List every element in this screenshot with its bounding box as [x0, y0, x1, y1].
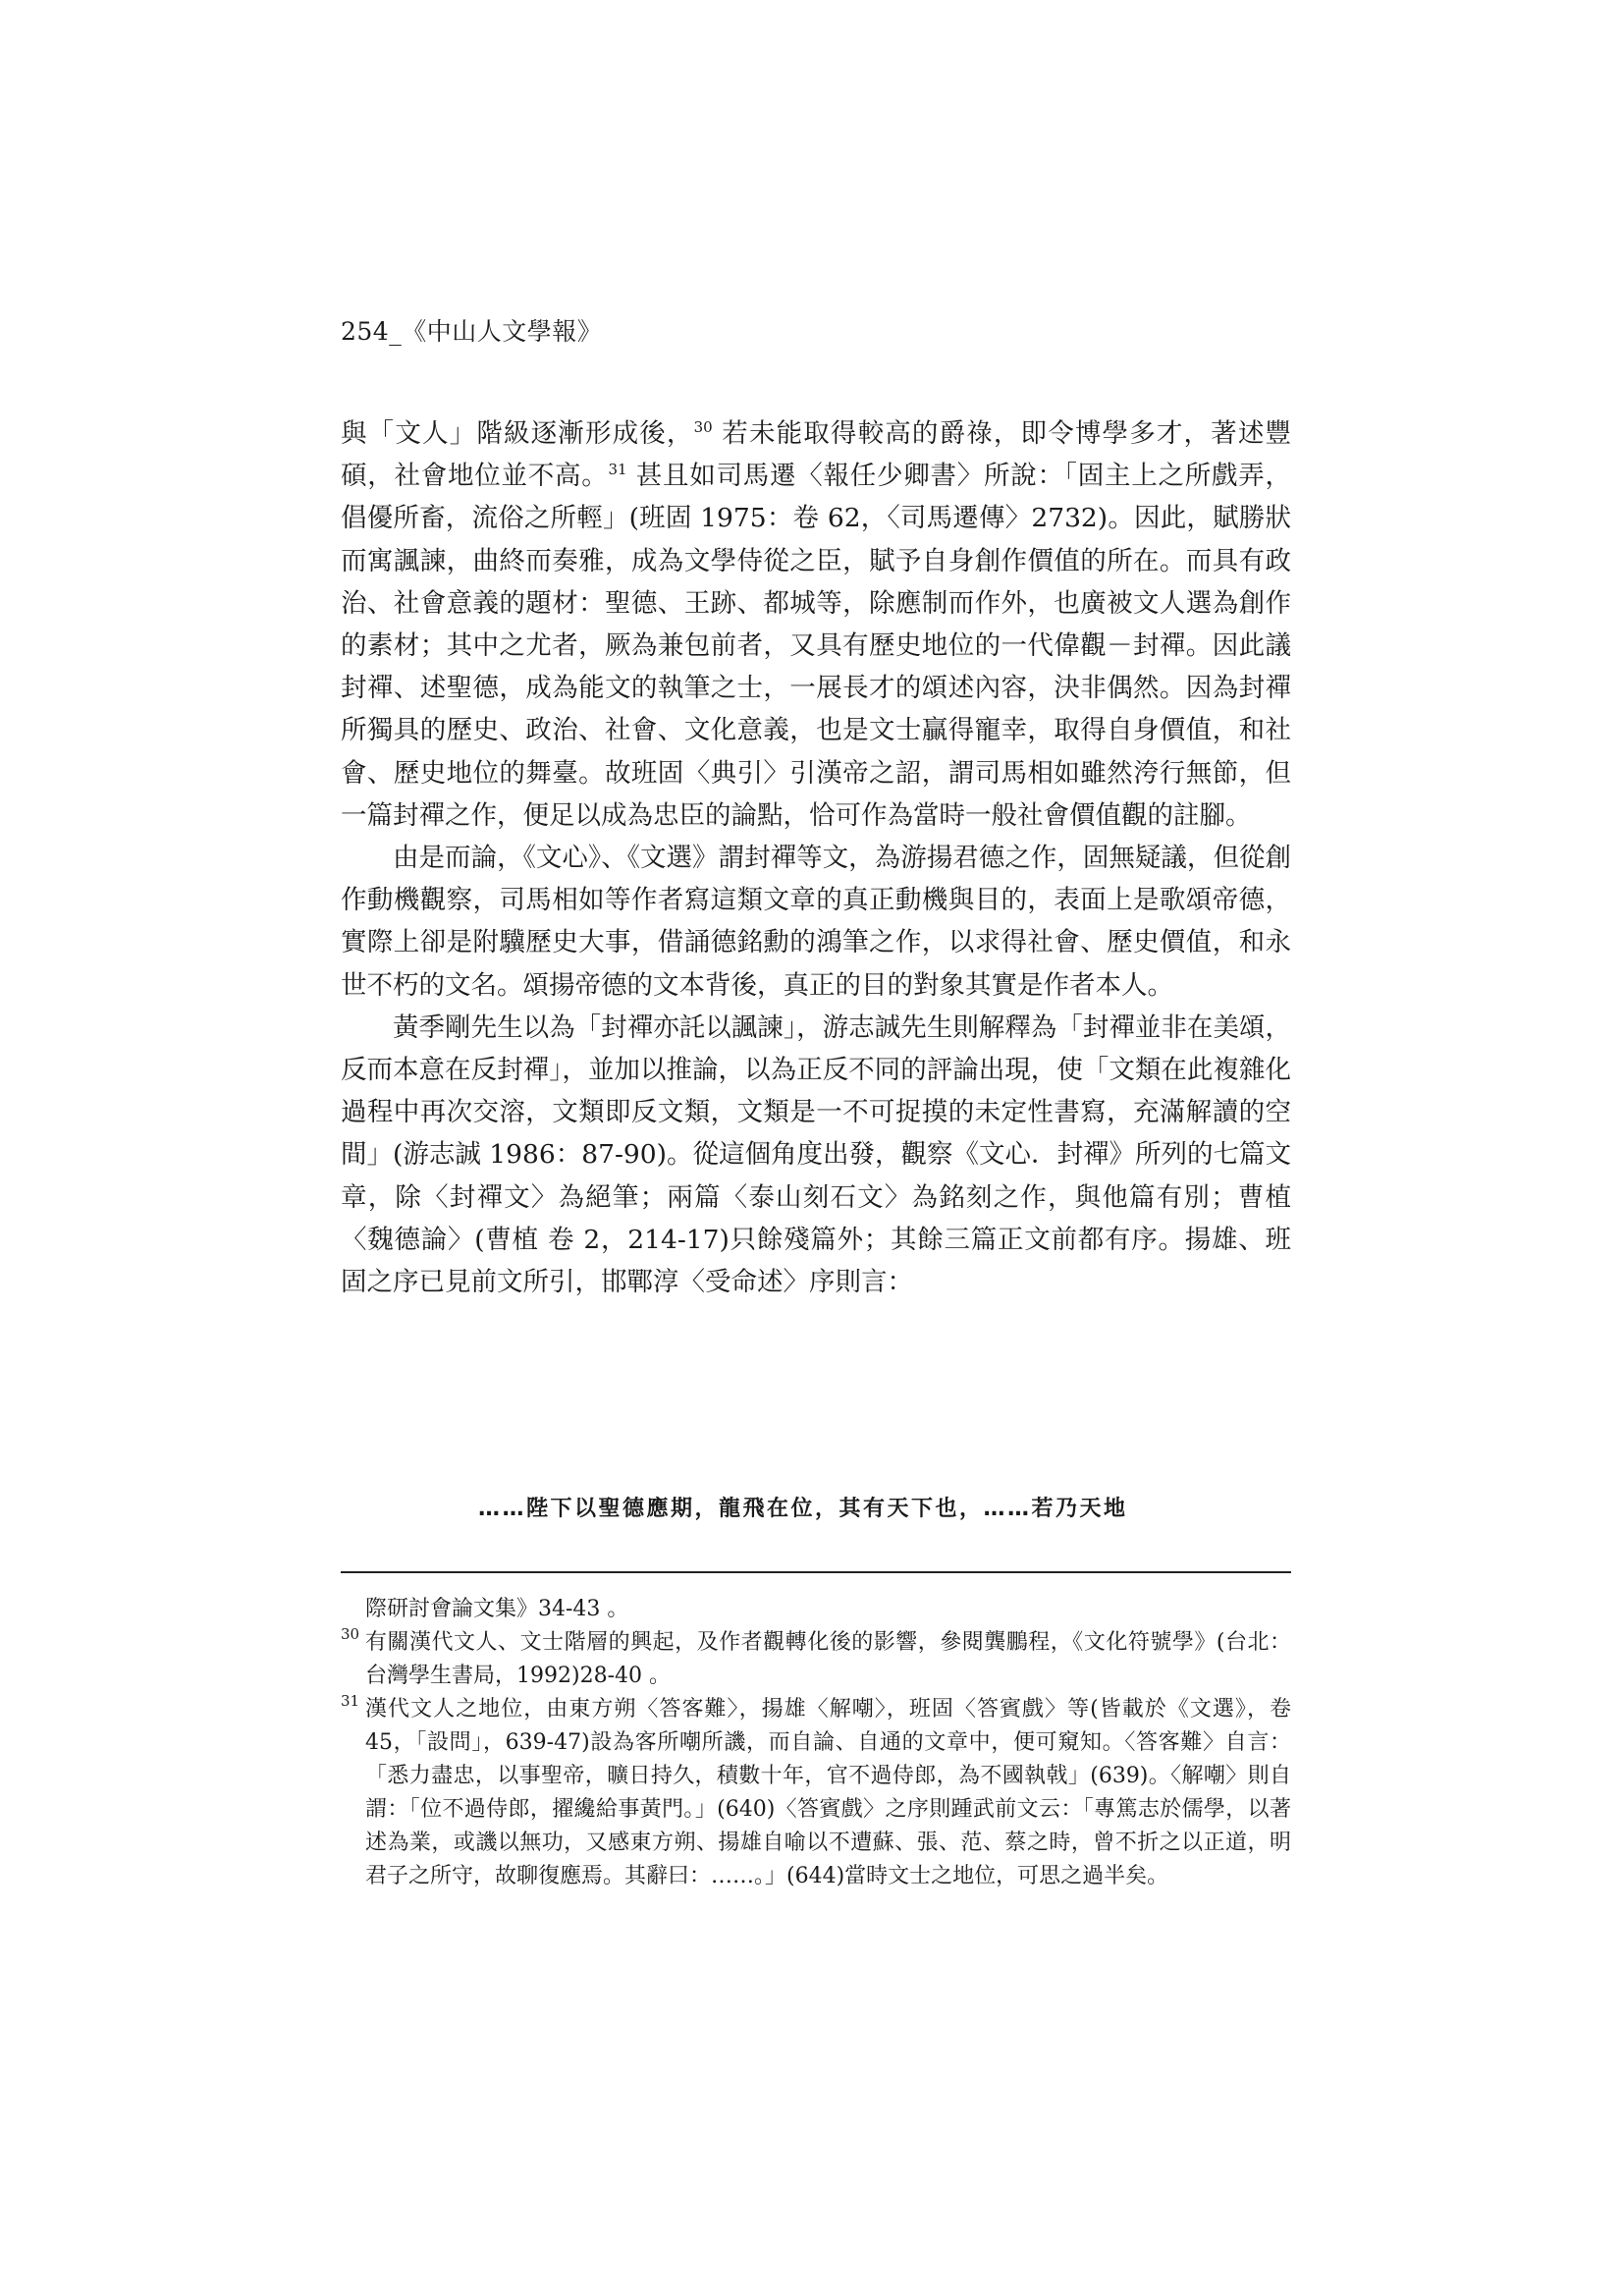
footnote-30	[341, 1626, 1291, 1693]
footnote-31	[341, 1693, 1291, 1893]
paragraph-1-part-b: 若未能取得較高的爵祿，即令博學多才，著述豐碩，社會地位並不高。	[341, 418, 1291, 492]
footnote-continuation: 際研討會論文集》34-43 。	[365, 1597, 629, 1621]
footnote-number-31: 31	[341, 1692, 360, 1710]
footnote-text-30: 有關漢代文人、文士階層的興起，及作者觀轉化後的影響，參閱龔鵬程，《文化符號學》(台北：台灣學生書局，1992)28-40 。	[365, 1630, 1291, 1688]
main-body-text	[341, 412, 1291, 1303]
paragraph-1	[341, 412, 1291, 837]
footnote-number-30: 30	[341, 1625, 360, 1643]
paragraph-1-part-c: 甚且如司馬遷〈報任少卿書〉所說：「固主上之所戲弄，倡優所畜，流俗之所輕」(班固 1975：卷 62，〈司馬遷傳〉2732)。因此，賦勝狀而寓諷諫，曲終而奏雅，成為文學侍從之臣，賦予自身創作價值的所在。而具有政治、社會意義的題材：聖德、王跡、都城等，除應制而作外，也廣被文人選為創作的素材；其中之尤者，厥為兼包前者，又具有歷史地位的一代偉觀－封禪。因此議封禪、述聖德，成為能文的執筆之士，一展長才的頌述內容，決非偶然。因為封禪所獨具的歷史、政治、社會、文化意義，也是文士贏得寵幸，取得自身價值，和社會、歷史地位的舞臺。故班固〈典引〉引漢帝之詔，謂司馬相如雖然洿行無節，但一篇封禪之作，便足以成為忠臣的論點，恰可作為當時一般社會價值觀的註腳。	[341, 461, 1292, 831]
footnote-ref-31: 31	[608, 461, 627, 479]
running-head: 254_《中山人文學報》	[341, 317, 603, 346]
footnote-ref-30: 30	[693, 418, 713, 437]
paragraph-3: 黃季剛先生以為「封禪亦託以諷諫」，游志誠先生則解釋為「封禪並非在美頌，反而本意在反封禪」，並加以推論，以為正反不同的評論出現，使「文類在此複雜化過程中再次交溶，文類即反文類，文類是一不可捉摸的未定性書寫，充滿解讀的空間」(游志誠 1986：87-90)。從這個角度出發，觀察《文心．封禪》所列的七篇文章，除〈封禪文〉為絕筆；兩篇〈泰山刻石文〉為銘刻之作，與他篇有別；曹植〈魏德論〉(曹植 卷 2，214-17)只餘殘篇外；其餘三篇正文前都有序。揚雄、班固之序已見前文所引，邯鄲淳〈受命述〉序則言：	[341, 1011, 1291, 1298]
paragraph-2: 由是而論，《文心》、《文選》謂封禪等文，為游揚君德之作，固無疑議，但從創作動機觀察，司馬相如等作者寫這類文章的真正動機與目的，表面上是歌頌帝德，實際上卻是附驥歷史大事，借誦德銘勳的鴻筆之作，以求得社會、歷史價值，和永世不朽的文名。頌揚帝德的文本背後，真正的目的對象其實是作者本人。	[341, 843, 1291, 1001]
footnote-divider	[341, 1571, 1291, 1573]
footnote-text-31: 漢代文人之地位，由東方朔〈答客難〉，揚雄〈解嘲〉，班固〈答賓戲〉等(皆載於《文選》，卷 45，「設問」，639-47)設為客所嘲所譏，而自論、自通的文章中，便可窺知。〈答客難〉自言：「悉力盡忠，以事聖帝，曠日持久，積數十年，官不過侍郎，為不國執戟」(639)。〈解嘲〉則自謂：「位不過侍郎，擢纔給事黃門。」(640)〈答賓戲〉之序則踵武前文云：「專篤志於儒學，以著述為業，或譏以無功，又感東方朔、揚雄自喻以不遭蘇、張、范、蔡之時，曾不折之以正道，明君子之所守，故聊復應焉。其辭曰：……。」(644)當時文士之地位，可思之過半矣。	[365, 1697, 1291, 1888]
footnotes	[341, 1593, 1291, 1893]
block-quotation: ……陛下以聖德應期，龍飛在位，其有天下也，……若乃天地	[478, 1497, 1128, 1521]
paragraph-1-part-a: 與「文人」階級逐漸形成後，	[341, 418, 694, 449]
